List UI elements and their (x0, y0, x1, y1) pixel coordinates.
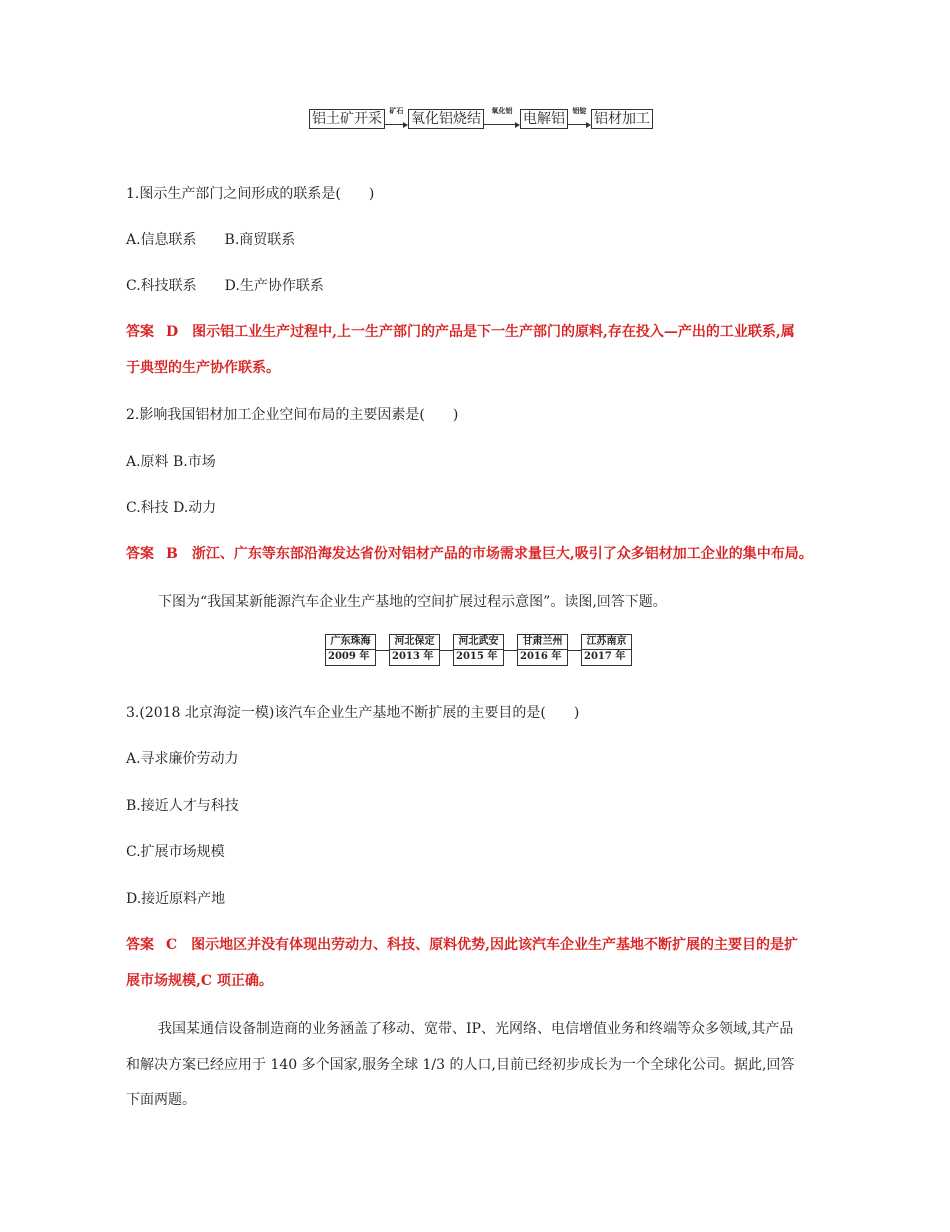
base-place: 河北保定 (390, 635, 439, 650)
base-node-baoding (389, 634, 440, 666)
connector-line (568, 650, 581, 651)
flow-node-electrolytic-aluminum: 电解铝 (520, 109, 568, 129)
q2-answer (126, 543, 813, 563)
intro-ev-diagram: 下图为“我国某新能源汽车企业生产基地的空间扩展过程示意图”。读图,回答下题。 (158, 594, 667, 610)
base-place: 江苏南京 (582, 635, 631, 650)
base-year: 2013 年 (392, 651, 434, 662)
answer-label: 答案 (126, 937, 154, 953)
answer-explanation: 图示地区并没有体现出劳动力、科技、原料优势,因此该汽车企业生产基地不断扩展的主要目的是扩 (191, 937, 799, 953)
base-place: 河北武安 (454, 635, 503, 650)
base-year: 2016 年 (520, 651, 562, 662)
ev-base-expansion-diagram (325, 634, 632, 666)
base-node-zhuhai (325, 634, 376, 666)
base-node-nanjing (581, 634, 632, 666)
base-place: 广东珠海 (326, 635, 375, 650)
q3-answer (126, 934, 798, 954)
answer-label: 答案 (126, 546, 154, 562)
flow-arrow-ingot (568, 106, 591, 129)
flow-edge-label: 矿石 (389, 106, 404, 115)
answer-key: B (166, 546, 178, 562)
q1-options-ab: A.信息联系 B.商贸联系 (126, 232, 296, 248)
flow-node-aluminum-processing: 铝材加工 (591, 109, 653, 129)
q3-option-c: C.扩展市场规模 (126, 844, 225, 860)
q1-answer (126, 321, 795, 341)
base-year: 2015 年 (456, 651, 498, 662)
answer-label: 答案 (126, 324, 154, 340)
connector-line (376, 650, 389, 651)
answer-explanation: 浙江、广东等东部沿海发达省份对铝材产品的市场需求量巨大,吸引了众多铝材加工企业的集中布局。 (191, 546, 813, 562)
arrow-right-icon (515, 122, 520, 128)
answer-key: D (166, 324, 179, 340)
question-1: 1.图示生产部门之间形成的联系是( ) (126, 186, 375, 202)
q1-options-cd: C.科技联系 D.生产协作联系 (126, 278, 324, 294)
q3-option-a: A.寻求廉价劳动力 (126, 751, 239, 767)
q3-answer-cont: 展市场规模,C 项正确。 (126, 973, 273, 989)
arrow-right-icon (403, 122, 408, 128)
intro-telecom-line1: 我国某通信设备制造商的业务涵盖了移动、宽带、IP、光网络、电信增值业务和终端等众多领域,其产品 (158, 1021, 794, 1037)
flow-edge-label: 氧化铝 (491, 106, 513, 115)
question-3: 3.(2018 北京海淀一模)该汽车企业生产基地不断扩展的主要目的是( ) (126, 705, 580, 721)
aluminum-flow-diagram (309, 107, 653, 129)
base-node-wuan (453, 634, 504, 666)
arrow-right-icon (586, 122, 591, 128)
base-place: 甘肃兰州 (518, 635, 567, 650)
answer-key: C (166, 937, 178, 953)
base-year: 2009 年 (328, 651, 370, 662)
connector-line (504, 650, 517, 651)
q2-options-cd: C.科技 D.动力 (126, 500, 217, 516)
answer-explanation: 图示铝工业生产过程中,上一生产部门的产品是下一生产部门的原料,存在投入—产出的工业联系,属 (192, 324, 795, 340)
flow-node-alumina-sintering: 氧化铝烧结 (408, 109, 484, 129)
flow-arrow-alumina (484, 106, 520, 129)
flow-arrow-ore (385, 106, 408, 129)
q1-answer-cont: 于典型的生产协作联系。 (126, 360, 280, 376)
base-node-lanzhou (517, 634, 568, 666)
q3-option-d: D.接近原料产地 (126, 891, 226, 907)
question-2: 2.影响我国铝材加工企业空间布局的主要因素是( ) (126, 407, 459, 423)
connector-line (440, 650, 453, 651)
flow-edge-label: 铝锭 (572, 106, 587, 115)
intro-telecom-line2: 和解决方案已经应用于 140 多个国家,服务全球 1/3 的人口,目前已经初步成长为一个全球化公司。据此,回答 (126, 1057, 795, 1073)
q2-options-ab: A.原料 B.市场 (126, 454, 216, 470)
base-year: 2017 年 (584, 651, 626, 662)
flow-node-bauxite-mining: 铝土矿开采 (309, 109, 385, 129)
intro-telecom-line3: 下面两题。 (126, 1092, 196, 1108)
q3-option-b: B.接近人才与科技 (126, 798, 239, 814)
